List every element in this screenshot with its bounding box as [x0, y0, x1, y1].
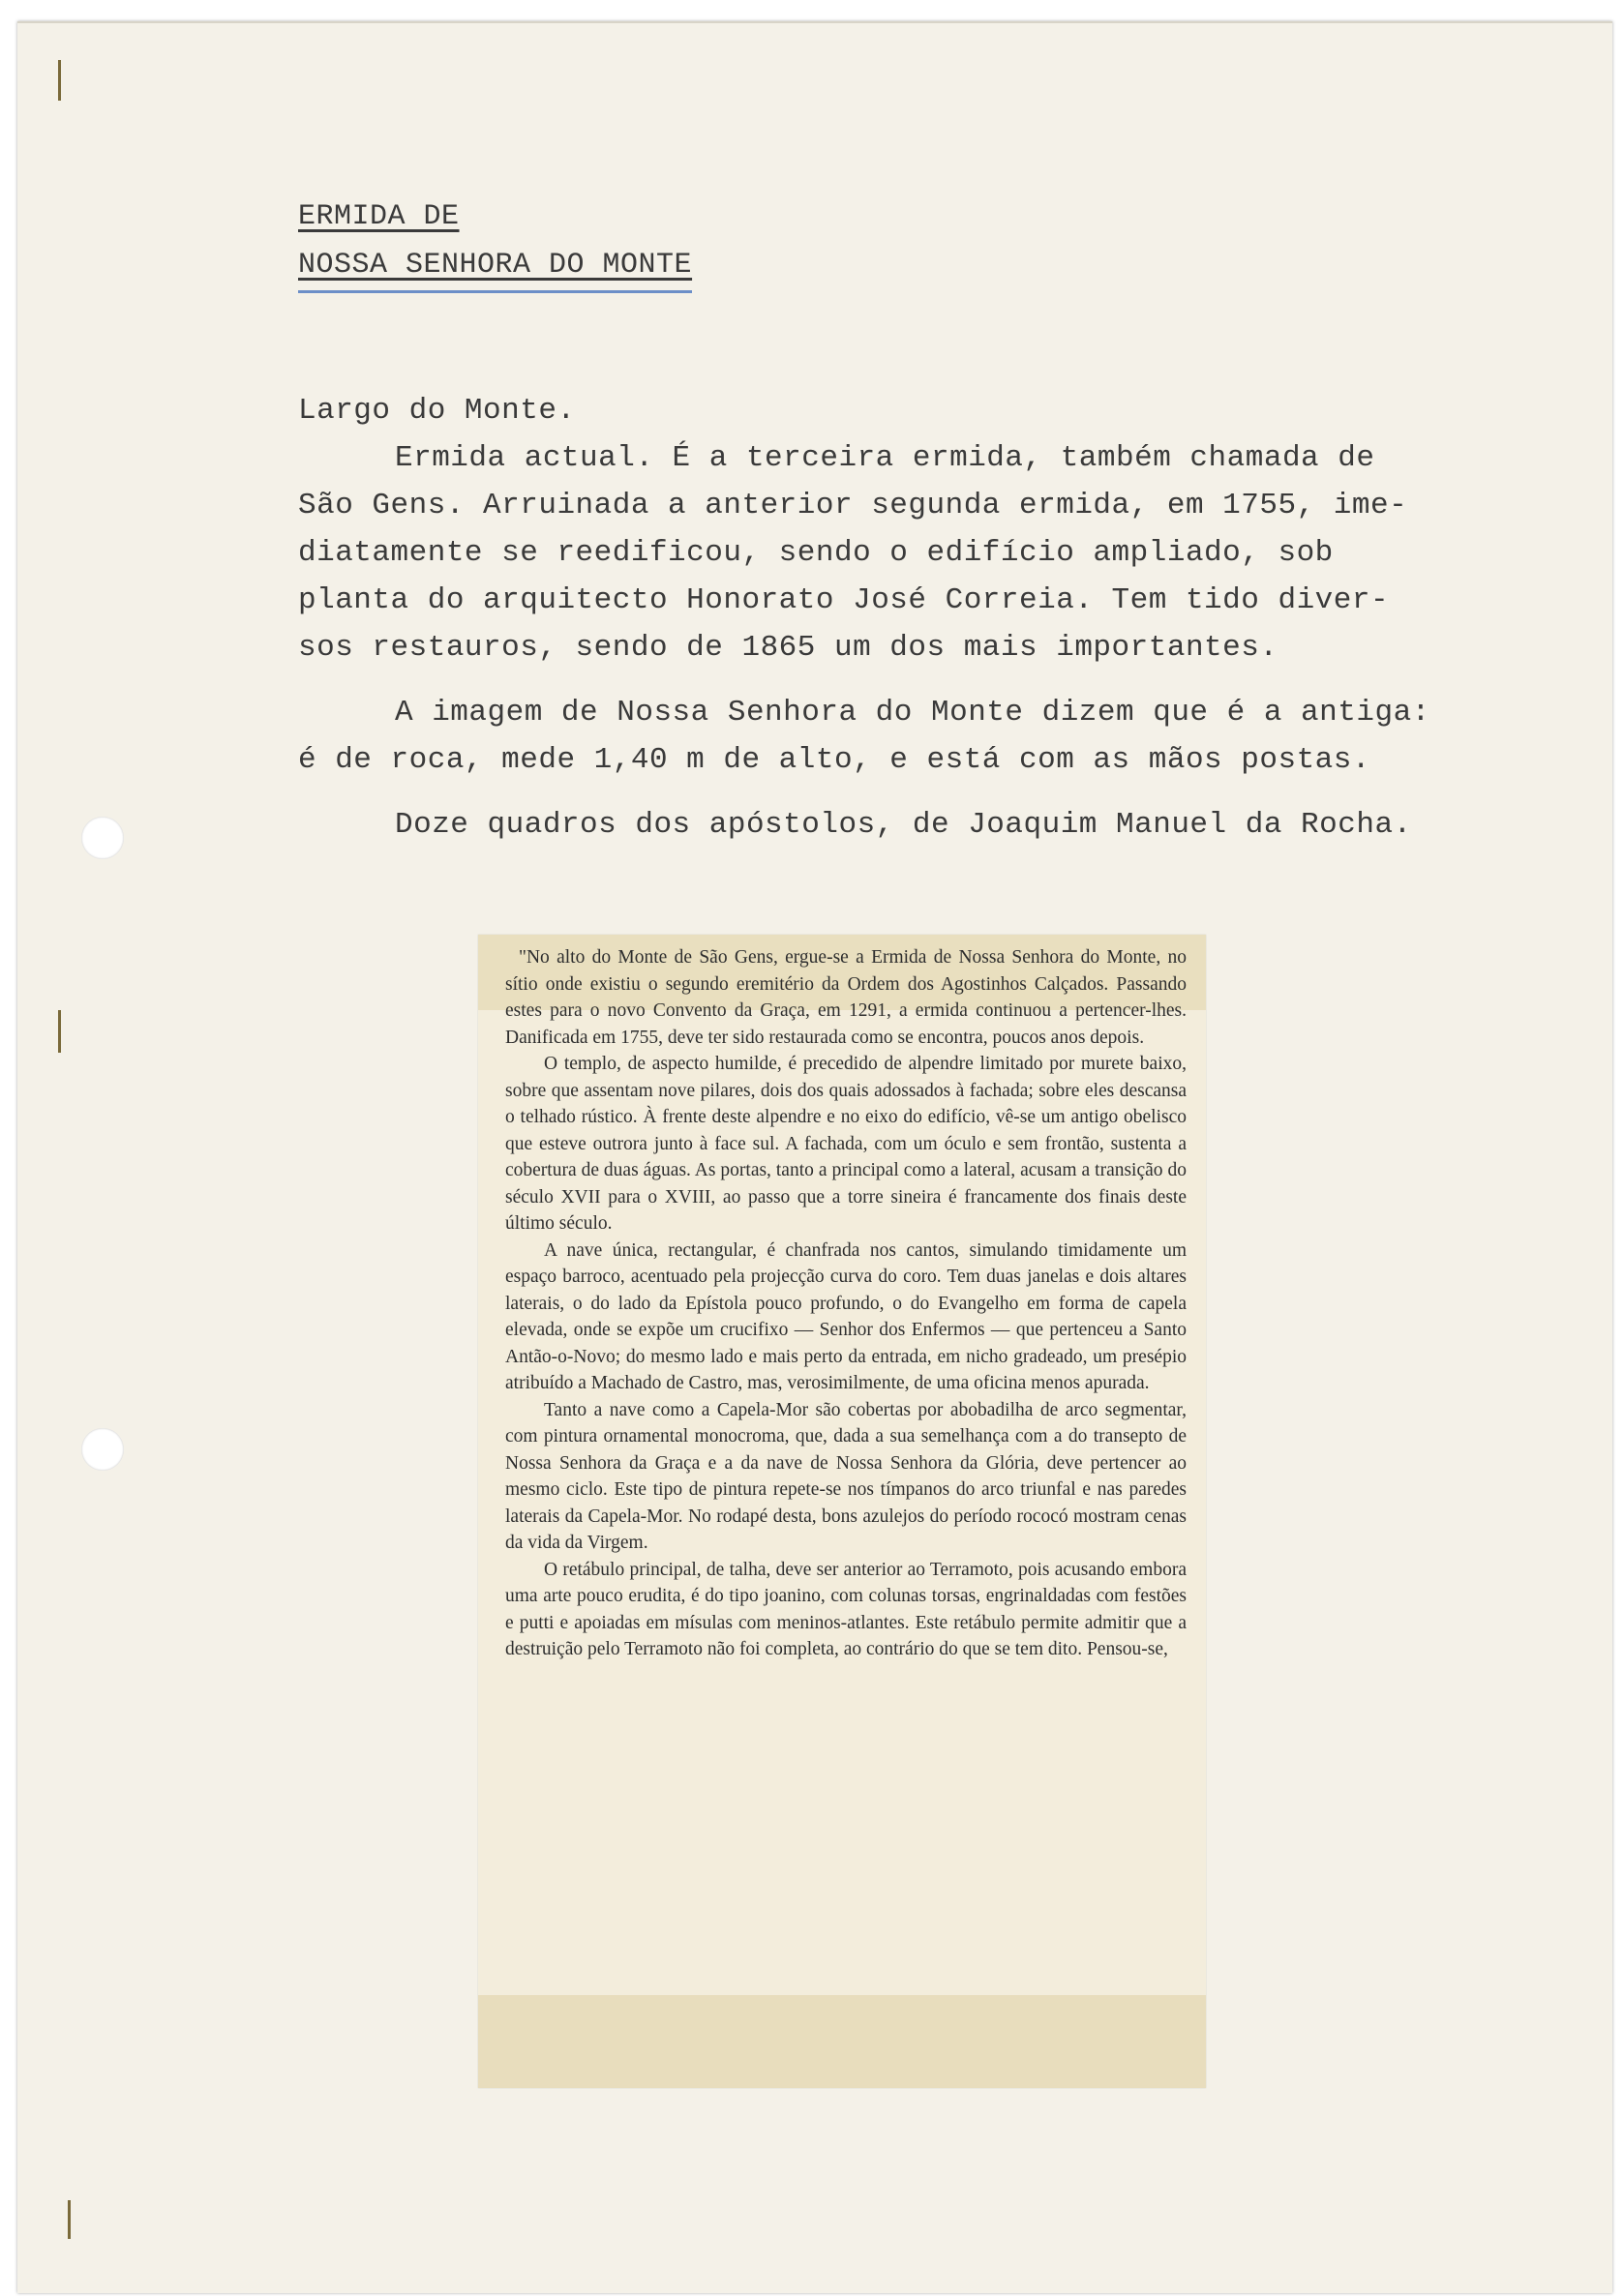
body-line: planta do arquitecto Honorato José Correia. Tem tido diver- [298, 583, 1390, 617]
heading-line-1: ERMIDA DE [298, 200, 460, 233]
margin-mark [58, 60, 61, 101]
body-line: é de roca, mede 1,40 m de alto, e está com as mãos postas. [298, 743, 1370, 777]
punch-hole-top [81, 817, 124, 859]
newspaper-clipping [478, 935, 1206, 2088]
document-page [17, 21, 1612, 2293]
clipping-paragraph: O templo, de aspecto humilde, é precedido de alpendre limitado por murete baixo, sobre que assentam nove pilares, dois dos quais adossados à fachada; sobre eles descansa o telhado rústico. À frente deste alpendre e no eixo do edifício, vê-se um antigo obelisco que esteve outrora junto à face sul. A fachada, com um óculo e sem frontão, sustenta a cobertura de duas águas. As portas, tanto a principal como a lateral, acusam a transição do século XVII para o XVIII, ao passo que a torre sineira é francamente dos finais deste último século. [505, 1054, 1187, 1234]
body-line: Ermida actual. É a terceira ermida, também chamada de [395, 441, 1375, 475]
heading-line-2: NOSSA SENHORA DO MONTE [298, 246, 692, 293]
clipping-paragraph: O retábulo principal, de talha, deve ser anterior ao Terramoto, pois acusando embora uma arte pouco erudita, é do tipo joanino, com colunas torsas, engrinaldadas com festões e putti e apoiadas em mísulas com meninos-atlantes. Este retábulo permite admitir que a destruição pelo Terramoto não foi completa, ao contrário do que se tem dito. Pensou-se, [505, 1559, 1187, 1659]
margin-mark [68, 2200, 71, 2239]
location-line: Largo do Monte. [298, 394, 576, 428]
margin-mark [58, 1010, 61, 1053]
body-line: A imagem de Nossa Senhora do Monte dizem que é a antiga: [395, 696, 1430, 730]
punch-hole-bottom [81, 1428, 124, 1471]
body-line: Doze quadros dos apóstolos, de Joaquim Manuel da Rocha. [395, 808, 1412, 842]
body-line: São Gens. Arruinada a anterior segunda ermida, em 1755, ime- [298, 489, 1408, 522]
clipping-paragraph: Tanto a nave como a Capela-Mor são cobertas por abobadilha de arco segmentar, com pintura ornamental monocroma, que, dada a sua semelhança com a do transepto de Nossa Senhora da Graça e a da nave de Nossa Senhora da Glória, deve pertencer ao mesmo ciclo. Este tipo de pintura repete-se nos tímpanos do arco triunfal e nas paredes laterais da Capela-Mor. No rodapé desta, bons azulejos do período rococó mostram cenas da vida da Virgem. [505, 1399, 1187, 1553]
body-line: sos restauros, sendo de 1865 um dos mais importantes. [298, 631, 1278, 665]
clipping-paragraph: A nave única, rectangular, é chanfrada nos cantos, simulando timidamente um espaço barroco, acentuado pela projecção curva do coro. Tem duas janelas e dois altares laterais, o do lado da Epístola pouco profundo, o do Evangelho em forma de capela elevada, onde se expõe um crucifixo — Senhor dos Enfermos — que pertenceu a Santo Antão-o-Novo; do mesmo lado e mais perto da entrada, em nicho gradeado, um presépio atribuído a Machado de Castro, mas, verosimilmente, de uma oficina menos apurada. [505, 1239, 1187, 1393]
clipping-text [478, 935, 1206, 1663]
body-line: diatamente se reedificou, sendo o edifício ampliado, sob [298, 536, 1334, 570]
tape-band [478, 1995, 1206, 2088]
clipping-paragraph: "No alto do Monte de São Gens, ergue-se a Ermida de Nossa Senhora do Monte, no sítio onde existiu o segundo eremitério da Ordem dos Agostinhos Calçados. Passando estes para o novo Convento da Graça, em 1291, a ermida continuou a pertencer-lhes. Danificada em 1755, deve ter sido restaurada como se encontra, poucos anos depois. [505, 947, 1187, 1048]
typed-body [298, 387, 1498, 849]
